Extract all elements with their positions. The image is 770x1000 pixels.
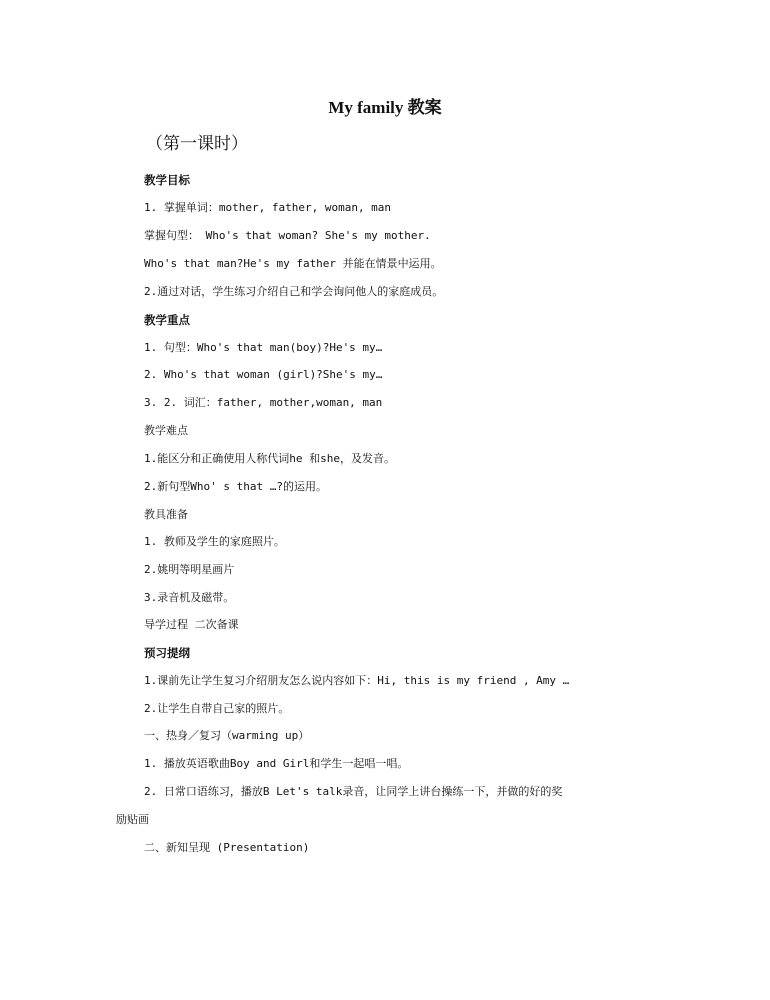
text-line: 1.课前先让学生复习介绍朋友怎么说内容如下：Hi, this is my friend , Amy … xyxy=(144,674,570,687)
text-line: 2.通过对话，学生练习介绍自己和学会询问他人的家庭成员。 xyxy=(144,285,444,298)
text-line: 教具准备 xyxy=(144,508,188,521)
text-line: 2.让学生自带自己家的照片。 xyxy=(144,702,290,715)
text-line: 1. 教师及学生的家庭照片。 xyxy=(144,535,285,548)
text-line: 1.能区分和正确使用人称代词he 和she，及发音。 xyxy=(144,452,395,465)
text-line: 2.新句型Who' s that …?的运用。 xyxy=(144,480,327,493)
text-line: 二、新知呈现 (Presentation) xyxy=(144,841,310,854)
text-line: 2. Who's that woman (girl)?She's my… xyxy=(144,368,383,381)
text-line: 2. 日常口语练习，播放B Let's talk录音，让同学上讲台操练一下，并做的好的奖 xyxy=(144,785,563,798)
text-line: 1. 播放英语歌曲Boy and Girl和学生一起唱一唱。 xyxy=(144,757,409,770)
text-line: 导学过程 二次备课 xyxy=(144,618,239,631)
text-line: 1. 掌握单词：mother, father, woman, man xyxy=(144,201,392,214)
lesson-subtitle: （第一课时） xyxy=(146,134,248,154)
section-heading: 教学目标 xyxy=(144,173,190,187)
text-line: 教学难点 xyxy=(144,424,188,437)
text-line: 1. 句型：Who's that man(boy)?He's my… xyxy=(144,341,383,354)
text-line: 2.姚明等明星画片 xyxy=(144,563,235,576)
section-heading: 教学重点 xyxy=(144,313,190,327)
text-line: 3.录音机及磁带。 xyxy=(144,591,235,604)
text-line: 一、热身／复习（warming up） xyxy=(144,729,310,742)
text-line: 掌握句型： Who's that woman? She's my mother. xyxy=(144,229,431,242)
text-line: 3. 2. 词汇：father, mother,woman, man xyxy=(144,396,383,409)
section-heading: 预习提纲 xyxy=(144,646,190,660)
text-line: Who's that man?He's my father 并能在情景中运用。 xyxy=(144,257,442,270)
document-title: My family 教案 xyxy=(328,98,442,117)
text-line: 励贴画 xyxy=(116,813,149,826)
